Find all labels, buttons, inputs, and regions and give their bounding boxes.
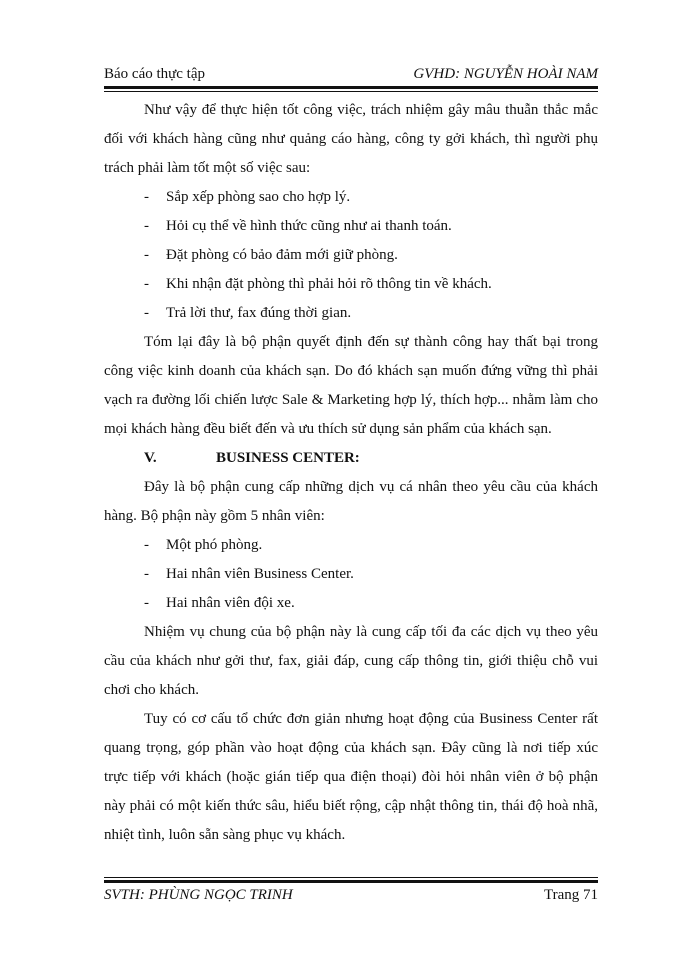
list-item: - Đặt phòng có bảo đảm mới giữ phòng.: [144, 247, 398, 263]
list-item: - Trả lời thư, fax đúng thời gian.: [144, 305, 352, 321]
section-number: V.: [144, 450, 157, 466]
page-number: Trang 71: [543, 887, 598, 903]
section-title: BUSINESS CENTER:: [216, 450, 360, 466]
list-item: - Hỏi cụ thể về hình thức cũng như ai thanh toán.: [144, 218, 452, 234]
page-footer: [104, 887, 598, 905]
page-body: [104, 96, 598, 850]
footer-rule-thin: [104, 877, 598, 878]
paragraph-duties: Nhiệm vụ chung của bộ phận này là cung cấp tối đa các dịch vụ theo yêu cầu của khách như gởi thư, fax, giải đáp, cung cấp thông tin, giới thiệu chỗ vui chơi cho khách.: [104, 624, 598, 698]
list-item: - Sắp xếp phòng sao cho hợp lý.: [144, 189, 351, 205]
section-heading: [104, 444, 598, 473]
list-item: - Khi nhận đặt phòng thì phải hỏi rõ thông tin về khách.: [144, 276, 492, 292]
paragraph-summary: Tóm lại đây là bộ phận quyết định đến sự thành công hay thất bại trong công việc kinh doanh của khách sạn. Do đó khách sạn muốn đứng vững thì phải vạch ra đường lối chiến lược Sale & Marketing hợp lý, thích hợp... nhằm làm cho mọi khách hàng đều biết đến và ưu thích sử dụng sản phẩm của khách sạn.: [104, 334, 598, 437]
header-rule-thick: [104, 86, 598, 89]
list-item: - Hai nhân viên đội xe.: [144, 595, 295, 611]
footer-rule-thick: [104, 880, 598, 883]
paragraph-intro: Như vậy để thực hiện tốt công việc, trách nhiệm gây mâu thuẫn thắc mắc đối với khách hàng cũng như quảng cáo hàng, công ty gởi khách, thì người phụ trách phải làm tốt một số việc sau:: [104, 102, 598, 176]
header-report-title: Báo cáo thực tập: [104, 66, 206, 82]
header-rule-thin: [104, 91, 598, 92]
paragraph-structure: Tuy có cơ cấu tổ chức đơn giản nhưng hoạt động của Business Center rất quang trọng, góp phần vào hoạt động của khách sạn. Đây cũng là nơi tiếp xúc trực tiếp với khách (hoặc gián tiếp qua điện thoại) đòi hỏi nhân viên ở bộ phận này phải có một kiến thức sâu, hiểu biết rộng, cập nhật thông tin, thái độ hoà nhã, nhiệt tình, luôn sẵn sàng phục vụ khách.: [104, 711, 598, 843]
paragraph-business-center: Đây là bộ phận cung cấp những dịch vụ cá nhân theo yêu cầu của khách hàng. Bộ phận này gồm 5 nhân viên:: [104, 479, 598, 524]
list-item: - Một phó phòng.: [144, 537, 263, 553]
footer-student: SVTH: PHÙNG NGỌC TRINH: [104, 887, 293, 903]
page-header: [104, 66, 598, 84]
header-supervisor: GVHD: NGUYỄN HOÀI NAM: [413, 66, 598, 82]
list-item: - Hai nhân viên Business Center.: [144, 566, 354, 582]
